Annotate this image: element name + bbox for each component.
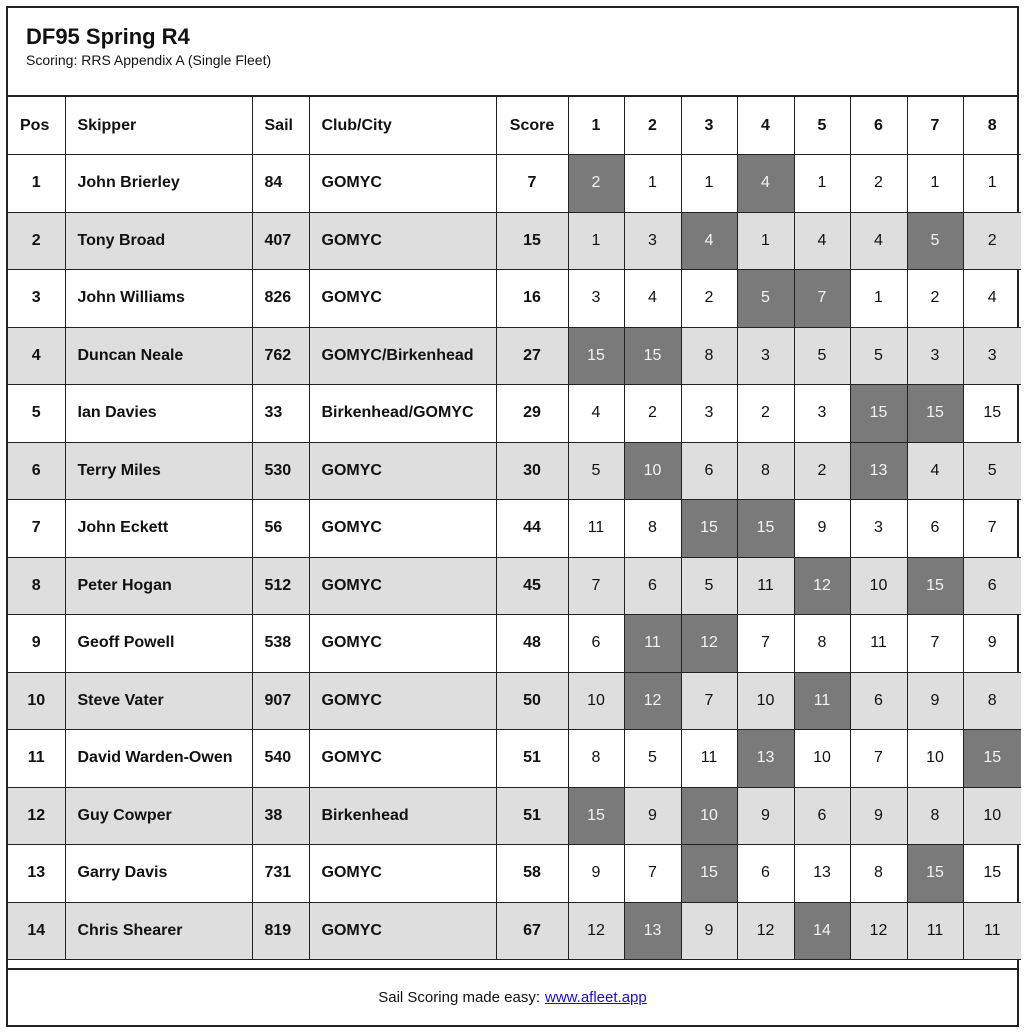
race-3-cell: 4 — [681, 212, 737, 270]
table-row — [8, 615, 1021, 673]
col-race-2: 2 — [624, 97, 681, 155]
race-6-cell: 1 — [850, 270, 907, 328]
race-3-cell: 7 — [681, 672, 737, 730]
score-cell: 67 — [496, 902, 568, 960]
race-2-cell: 12 — [624, 672, 681, 730]
sail-cell: 84 — [252, 155, 309, 213]
footer — [8, 968, 1017, 1025]
club-cell: Birkenhead/GOMYC — [309, 385, 496, 443]
race-1-cell: 2 — [568, 155, 624, 213]
race-3-cell: 5 — [681, 557, 737, 615]
race-4-cell: 8 — [737, 442, 794, 500]
race-1-cell: 15 — [568, 787, 624, 845]
race-5-cell: 7 — [794, 270, 850, 328]
pos-cell: 8 — [8, 557, 65, 615]
race-6-cell: 13 — [850, 442, 907, 500]
skipper-cell: Steve Vater — [65, 672, 252, 730]
race-8-cell: 8 — [963, 672, 1021, 730]
race-7-cell: 3 — [907, 327, 963, 385]
col-race-6: 6 — [850, 97, 907, 155]
race-5-cell: 11 — [794, 672, 850, 730]
sail-cell: 907 — [252, 672, 309, 730]
race-6-cell: 8 — [850, 845, 907, 903]
table-row — [8, 212, 1021, 270]
race-8-cell: 15 — [963, 730, 1021, 788]
score-cell: 16 — [496, 270, 568, 328]
score-cell: 45 — [496, 557, 568, 615]
club-cell: GOMYC — [309, 730, 496, 788]
col-race-7: 7 — [907, 97, 963, 155]
race-8-cell: 15 — [963, 845, 1021, 903]
race-1-cell: 10 — [568, 672, 624, 730]
race-6-cell: 4 — [850, 212, 907, 270]
results-body — [8, 155, 1021, 960]
race-6-cell: 3 — [850, 500, 907, 558]
score-cell: 30 — [496, 442, 568, 500]
race-5-cell: 2 — [794, 442, 850, 500]
sail-cell: 33 — [252, 385, 309, 443]
club-cell: GOMYC — [309, 672, 496, 730]
table-row — [8, 787, 1021, 845]
race-5-cell: 14 — [794, 902, 850, 960]
table-row — [8, 270, 1021, 328]
race-4-cell: 9 — [737, 787, 794, 845]
race-5-cell: 6 — [794, 787, 850, 845]
race-7-cell: 15 — [907, 557, 963, 615]
table-row — [8, 500, 1021, 558]
pos-cell: 4 — [8, 327, 65, 385]
race-4-cell: 1 — [737, 212, 794, 270]
skipper-cell: Duncan Neale — [65, 327, 252, 385]
skipper-cell: Chris Shearer — [65, 902, 252, 960]
race-7-cell: 10 — [907, 730, 963, 788]
table-row — [8, 902, 1021, 960]
col-race-3: 3 — [681, 97, 737, 155]
skipper-cell: Geoff Powell — [65, 615, 252, 673]
race-6-cell: 9 — [850, 787, 907, 845]
footer-text: Sail Scoring made easy: — [378, 989, 540, 1006]
club-cell: GOMYC — [309, 902, 496, 960]
table-row — [8, 442, 1021, 500]
results-table — [8, 97, 1021, 960]
race-2-cell: 10 — [624, 442, 681, 500]
sail-cell: 538 — [252, 615, 309, 673]
club-cell: GOMYC — [309, 615, 496, 673]
table-row — [8, 327, 1021, 385]
race-1-cell: 3 — [568, 270, 624, 328]
race-4-cell: 3 — [737, 327, 794, 385]
table-row — [8, 557, 1021, 615]
race-7-cell: 11 — [907, 902, 963, 960]
pos-cell: 12 — [8, 787, 65, 845]
pos-cell: 13 — [8, 845, 65, 903]
race-6-cell: 11 — [850, 615, 907, 673]
results-header — [8, 8, 1017, 97]
club-cell: GOMYC — [309, 212, 496, 270]
race-2-cell: 4 — [624, 270, 681, 328]
race-3-cell: 2 — [681, 270, 737, 328]
race-3-cell: 3 — [681, 385, 737, 443]
race-4-cell: 10 — [737, 672, 794, 730]
pos-cell: 5 — [8, 385, 65, 443]
afleet-link[interactable]: www.afleet.app — [545, 989, 647, 1006]
race-1-cell: 7 — [568, 557, 624, 615]
club-cell: GOMYC — [309, 442, 496, 500]
race-1-cell: 15 — [568, 327, 624, 385]
sail-cell: 762 — [252, 327, 309, 385]
col-race-8: 8 — [963, 97, 1021, 155]
pos-cell: 14 — [8, 902, 65, 960]
score-cell: 15 — [496, 212, 568, 270]
race-8-cell: 3 — [963, 327, 1021, 385]
pos-cell: 1 — [8, 155, 65, 213]
col-race-5: 5 — [794, 97, 850, 155]
race-7-cell: 2 — [907, 270, 963, 328]
score-cell: 58 — [496, 845, 568, 903]
skipper-cell: Terry Miles — [65, 442, 252, 500]
skipper-cell: Guy Cowper — [65, 787, 252, 845]
sail-cell: 512 — [252, 557, 309, 615]
race-6-cell: 15 — [850, 385, 907, 443]
race-5-cell: 12 — [794, 557, 850, 615]
sail-cell: 530 — [252, 442, 309, 500]
race-5-cell: 13 — [794, 845, 850, 903]
race-5-cell: 8 — [794, 615, 850, 673]
race-7-cell: 5 — [907, 212, 963, 270]
race-7-cell: 9 — [907, 672, 963, 730]
scoring-subtitle: Scoring: RRS Appendix A (Single Fleet) — [26, 52, 272, 68]
race-3-cell: 11 — [681, 730, 737, 788]
skipper-cell: John Williams — [65, 270, 252, 328]
club-cell: GOMYC — [309, 270, 496, 328]
pos-cell: 10 — [8, 672, 65, 730]
skipper-cell: John Eckett — [65, 500, 252, 558]
col-skipper: Skipper — [65, 97, 252, 155]
race-6-cell: 10 — [850, 557, 907, 615]
race-2-cell: 6 — [624, 557, 681, 615]
col-race-4: 4 — [737, 97, 794, 155]
table-row — [8, 672, 1021, 730]
race-4-cell: 13 — [737, 730, 794, 788]
race-3-cell: 15 — [681, 500, 737, 558]
race-4-cell: 4 — [737, 155, 794, 213]
col-sail: Sail — [252, 97, 309, 155]
race-3-cell: 6 — [681, 442, 737, 500]
race-7-cell: 8 — [907, 787, 963, 845]
race-4-cell: 12 — [737, 902, 794, 960]
race-7-cell: 15 — [907, 845, 963, 903]
club-cell: GOMYC/Birkenhead — [309, 327, 496, 385]
club-cell: GOMYC — [309, 845, 496, 903]
pos-cell: 9 — [8, 615, 65, 673]
race-1-cell: 5 — [568, 442, 624, 500]
club-cell: GOMYC — [309, 155, 496, 213]
skipper-cell: David Warden-Owen — [65, 730, 252, 788]
race-1-cell: 12 — [568, 902, 624, 960]
race-2-cell: 11 — [624, 615, 681, 673]
col-score: Score — [496, 97, 568, 155]
score-cell: 44 — [496, 500, 568, 558]
race-6-cell: 5 — [850, 327, 907, 385]
race-4-cell: 11 — [737, 557, 794, 615]
race-6-cell: 6 — [850, 672, 907, 730]
sail-cell: 826 — [252, 270, 309, 328]
race-5-cell: 1 — [794, 155, 850, 213]
race-2-cell: 13 — [624, 902, 681, 960]
club-cell: Birkenhead — [309, 787, 496, 845]
race-6-cell: 12 — [850, 902, 907, 960]
pos-cell: 7 — [8, 500, 65, 558]
race-5-cell: 3 — [794, 385, 850, 443]
score-cell: 48 — [496, 615, 568, 673]
race-2-cell: 1 — [624, 155, 681, 213]
race-3-cell: 9 — [681, 902, 737, 960]
race-3-cell: 15 — [681, 845, 737, 903]
race-4-cell: 7 — [737, 615, 794, 673]
race-3-cell: 1 — [681, 155, 737, 213]
race-4-cell: 5 — [737, 270, 794, 328]
race-1-cell: 9 — [568, 845, 624, 903]
race-1-cell: 6 — [568, 615, 624, 673]
score-cell: 29 — [496, 385, 568, 443]
col-club: Club/City — [309, 97, 496, 155]
race-8-cell: 10 — [963, 787, 1021, 845]
sail-cell: 540 — [252, 730, 309, 788]
race-6-cell: 2 — [850, 155, 907, 213]
table-row — [8, 845, 1021, 903]
race-3-cell: 10 — [681, 787, 737, 845]
race-1-cell: 8 — [568, 730, 624, 788]
race-7-cell: 7 — [907, 615, 963, 673]
page-title: DF95 Spring R4 — [26, 24, 190, 49]
race-1-cell: 4 — [568, 385, 624, 443]
table-row — [8, 385, 1021, 443]
race-8-cell: 2 — [963, 212, 1021, 270]
race-7-cell: 4 — [907, 442, 963, 500]
col-pos: Pos — [8, 97, 65, 155]
race-7-cell: 6 — [907, 500, 963, 558]
race-2-cell: 2 — [624, 385, 681, 443]
race-3-cell: 12 — [681, 615, 737, 673]
race-5-cell: 4 — [794, 212, 850, 270]
skipper-cell: Tony Broad — [65, 212, 252, 270]
race-1-cell: 1 — [568, 212, 624, 270]
race-8-cell: 6 — [963, 557, 1021, 615]
pos-cell: 6 — [8, 442, 65, 500]
race-4-cell: 15 — [737, 500, 794, 558]
skipper-cell: Peter Hogan — [65, 557, 252, 615]
race-8-cell: 11 — [963, 902, 1021, 960]
race-7-cell: 1 — [907, 155, 963, 213]
col-race-1: 1 — [568, 97, 624, 155]
race-7-cell: 15 — [907, 385, 963, 443]
race-8-cell: 1 — [963, 155, 1021, 213]
skipper-cell: Garry Davis — [65, 845, 252, 903]
race-2-cell: 9 — [624, 787, 681, 845]
score-cell: 27 — [496, 327, 568, 385]
score-cell: 51 — [496, 787, 568, 845]
sail-cell: 819 — [252, 902, 309, 960]
race-8-cell: 7 — [963, 500, 1021, 558]
race-2-cell: 15 — [624, 327, 681, 385]
sail-cell: 38 — [252, 787, 309, 845]
race-4-cell: 2 — [737, 385, 794, 443]
race-2-cell: 8 — [624, 500, 681, 558]
sail-cell: 407 — [252, 212, 309, 270]
results-sheet — [6, 6, 1019, 1027]
score-cell: 50 — [496, 672, 568, 730]
header-row — [8, 97, 1021, 155]
race-5-cell: 5 — [794, 327, 850, 385]
score-cell: 7 — [496, 155, 568, 213]
race-5-cell: 10 — [794, 730, 850, 788]
club-cell: GOMYC — [309, 557, 496, 615]
race-2-cell: 3 — [624, 212, 681, 270]
skipper-cell: Ian Davies — [65, 385, 252, 443]
race-2-cell: 5 — [624, 730, 681, 788]
race-2-cell: 7 — [624, 845, 681, 903]
skipper-cell: John Brierley — [65, 155, 252, 213]
pos-cell: 11 — [8, 730, 65, 788]
race-6-cell: 7 — [850, 730, 907, 788]
club-cell: GOMYC — [309, 500, 496, 558]
race-3-cell: 8 — [681, 327, 737, 385]
sail-cell: 731 — [252, 845, 309, 903]
pos-cell: 2 — [8, 212, 65, 270]
pos-cell: 3 — [8, 270, 65, 328]
table-row — [8, 730, 1021, 788]
race-5-cell: 9 — [794, 500, 850, 558]
race-1-cell: 11 — [568, 500, 624, 558]
score-cell: 51 — [496, 730, 568, 788]
race-8-cell: 15 — [963, 385, 1021, 443]
race-4-cell: 6 — [737, 845, 794, 903]
sail-cell: 56 — [252, 500, 309, 558]
race-8-cell: 9 — [963, 615, 1021, 673]
race-8-cell: 4 — [963, 270, 1021, 328]
race-8-cell: 5 — [963, 442, 1021, 500]
table-row — [8, 155, 1021, 213]
